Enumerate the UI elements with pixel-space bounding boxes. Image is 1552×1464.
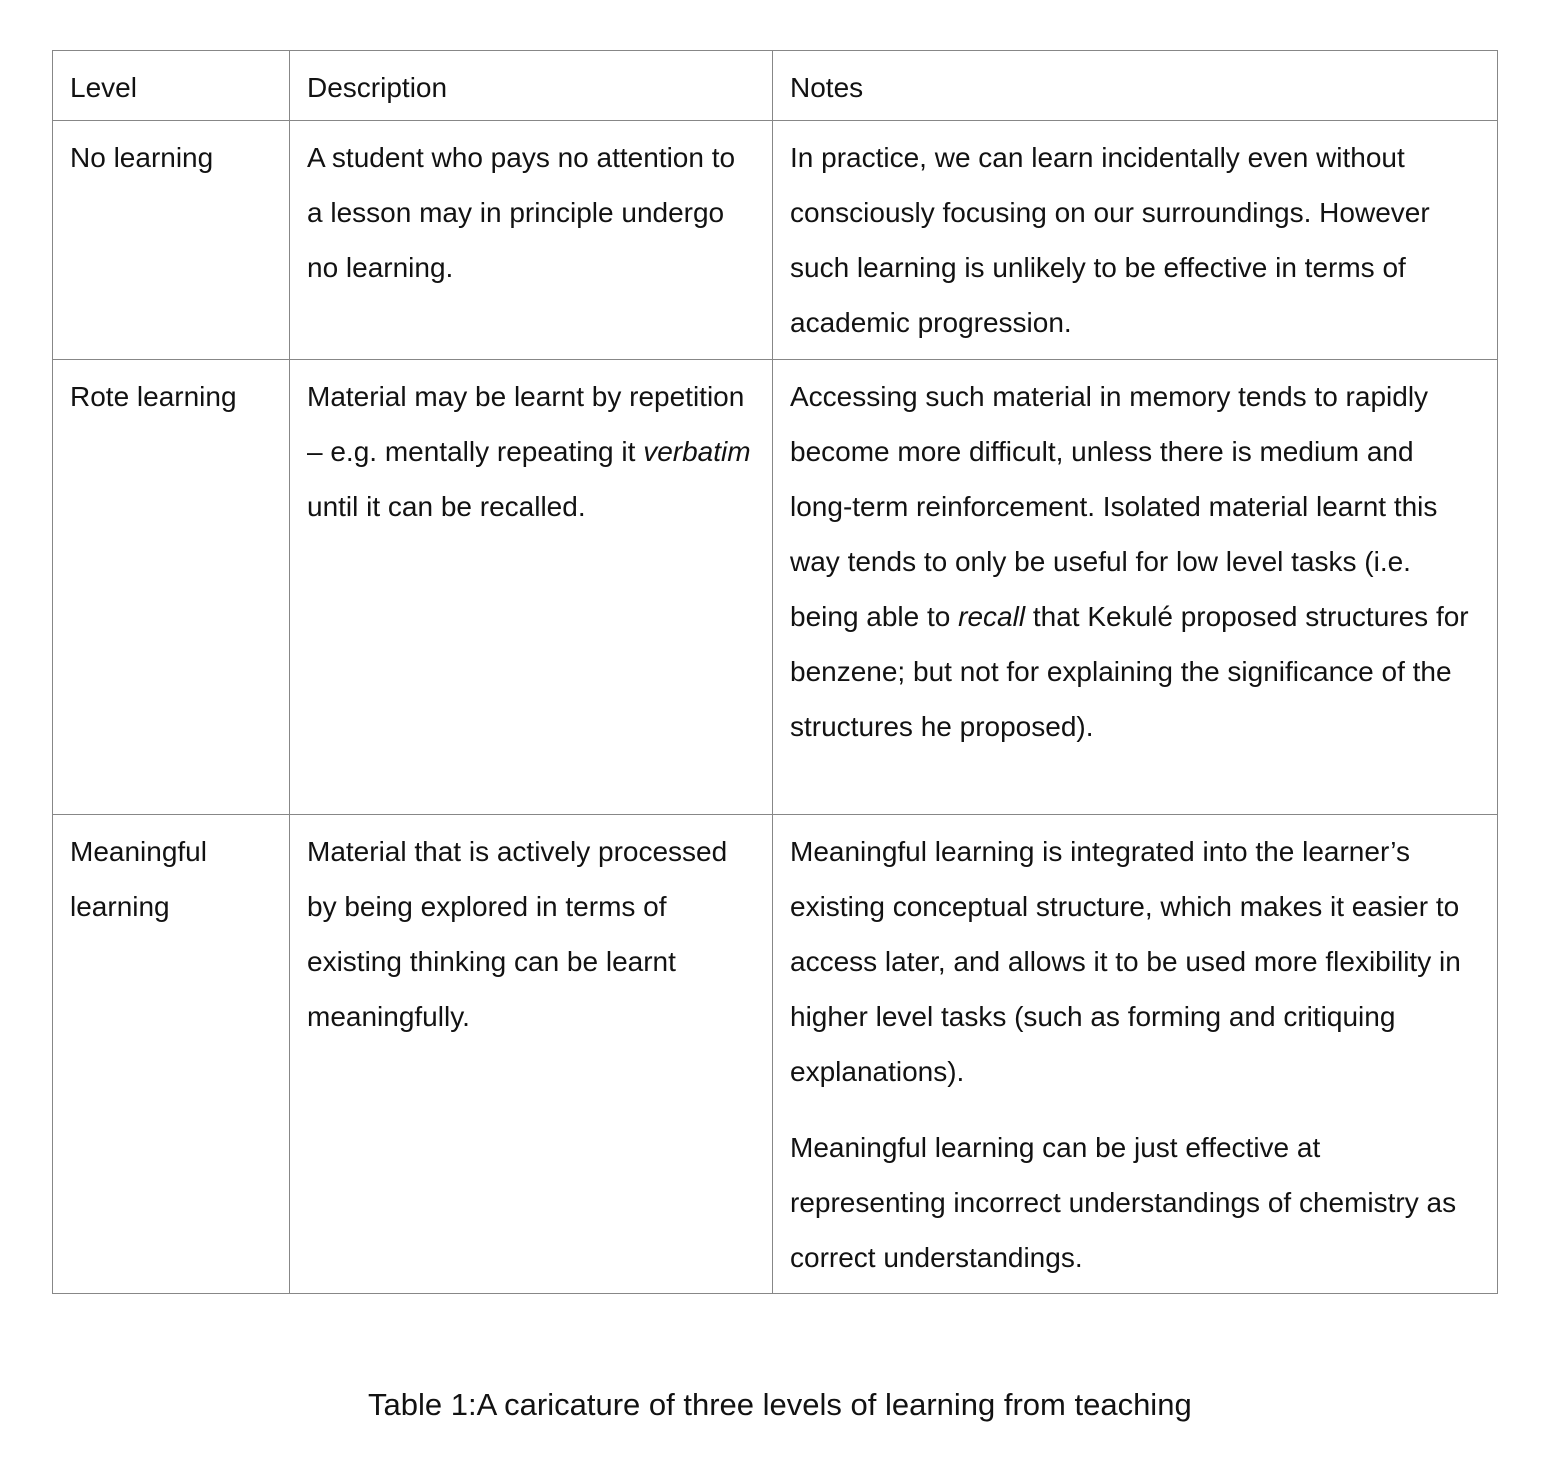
table-row-meaningful-learning [53,815,1498,1294]
cell-notes [773,360,1498,815]
paragraph: Meaningful learning can be just effective at representing incorrect understandings of chemistry as correct understandings. [790,1132,1457,1273]
paragraph: Material may be learnt by repetition – e.g. mentally repeating it verbatim until it can be recalled. [307,381,751,522]
cell-description [290,360,773,815]
paragraph: Accessing such material in memory tends to rapidly become more difficult, unless there is medium and long-term reinforcement. Isolated material learnt this way tends to only be useful for low level tasks (i.e. being able to recall that Kekulé proposed structures for benzene; but not for explaining the significance of the structures he proposed). [790,381,1469,742]
header-cell-notes: Notes [773,51,1498,121]
cell-description [290,121,773,360]
table-header-row [53,51,1498,121]
paragraph: In practice, we can learn incidentally even without consciously focusing on our surroundings. However such learning is unlikely to be effective in terms of academic progression. [790,142,1430,338]
cell-level: No learning [53,121,290,360]
header-cell-description: Description [290,51,773,121]
learning-levels-table [52,50,1498,1294]
cell-notes [773,815,1498,1294]
paragraph: A student who pays no attention to a lesson may in principle undergo no learning. [307,142,736,283]
table-row-no-learning [53,121,1498,360]
cell-description [290,815,773,1294]
cell-level: Meaningful learning [53,815,290,1294]
table-caption: Table 1:A caricature of three levels of learning from teaching [368,1387,1192,1422]
cell-level: Rote learning [53,360,290,815]
cell-notes [773,121,1498,360]
table-row-rote-learning [53,360,1498,815]
paragraph: Meaningful learning is integrated into the learner’s existing conceptual structure, which makes it easier to access later, and allows it to be used more flexibility in higher level tasks (such as forming and critiquing explanations). [790,836,1461,1087]
header-cell-level: Level [53,51,290,121]
paragraph: Material that is actively processed by being explored in terms of existing thinking can be learnt meaningfully. [307,836,728,1032]
